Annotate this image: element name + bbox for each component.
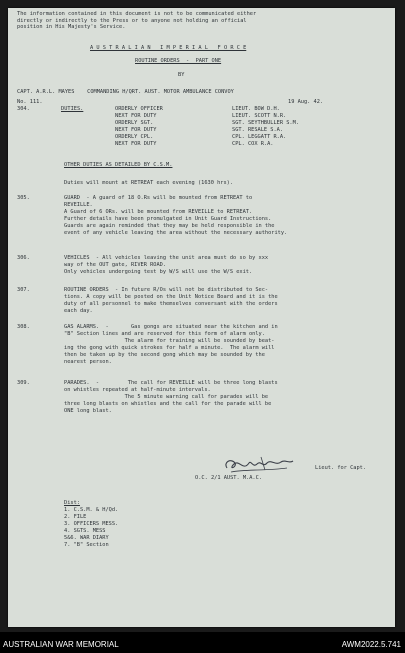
para-line: duty of all personnel to make themselves conversant with the orders xyxy=(64,301,278,307)
para-line: on whistles repeated at half-minute intervals. xyxy=(64,387,211,393)
para-line: GUARD - A guard of 18 O.Rs will be mounted from RETREAT to xyxy=(64,195,253,201)
duty-role: ORDERLY OFFICER xyxy=(115,106,163,112)
archive-footer xyxy=(0,632,405,653)
duty-person: SGT. RESALE S.A. xyxy=(232,127,284,133)
distribution-item: 7. "B" Section xyxy=(64,542,109,548)
signature-title: Lieut. for Capt. xyxy=(315,465,367,471)
para-line: ing the gong with quick strokes for half a minute. The alarm will xyxy=(64,345,275,351)
order-date: 19 Aug. 42. xyxy=(288,99,324,105)
order-number: No. 111. xyxy=(17,99,43,105)
duty-role: NEXT FOR DUTY xyxy=(115,113,157,119)
para-line: Guards are again reminded that they may be held responsible in the xyxy=(64,223,275,229)
other-duties-text: Duties will mount at RETREAT each evening (1630 hrs). xyxy=(64,180,234,186)
para-line: GAS ALARMS. - Gas gongs are situated near the kitchen and in xyxy=(64,324,278,330)
para-line: PARADES. - The call for REVEILLE will be three long blasts xyxy=(64,380,278,386)
duty-role: ORDERLY CPL. xyxy=(115,134,154,140)
para-line: nearest person. xyxy=(64,359,112,365)
notice-line: The information contained in this document is not to be communicated either xyxy=(17,11,257,17)
distribution-item: 1. C.S.M. & H/Qd. xyxy=(64,507,119,513)
para-line: ROUTINE ORDERS - In future R/Os will not be distributed to Sec- xyxy=(64,287,269,293)
signature-unit: O.C. 2/1 AUST. M.A.C. xyxy=(195,475,262,481)
by-label: BY xyxy=(178,72,185,78)
para-number: 307. xyxy=(17,287,30,293)
para-line: each day. xyxy=(64,308,93,314)
para-line: The 5 minute warning call for parades will be xyxy=(64,394,269,400)
distribution-item: 5&6. WAR DIARY xyxy=(64,535,109,541)
para-number: 306. xyxy=(17,255,30,261)
duty-role: NEXT FOR DUTY xyxy=(115,141,157,147)
duty-person: CPL. LEGGATT R.A. xyxy=(232,134,287,140)
duty-person: SGT. SEYTHBULLER S.M. xyxy=(232,120,299,126)
duty-role: NEXT FOR DUTY xyxy=(115,127,157,133)
document-page xyxy=(8,8,395,627)
para-line: then be taken up by the second gong which may be sounded by the xyxy=(64,352,265,358)
distribution-item: 2. FILE xyxy=(64,514,87,520)
para-line: Only vehicles undergoing test by W/S will use the W/S exit. xyxy=(64,269,253,275)
para-line: "B" Section lines and are reserved for this form of alarm only. xyxy=(64,331,265,337)
distribution-heading: Dist: xyxy=(64,500,80,506)
duty-role: ORDERLY SGT. xyxy=(115,120,154,126)
para-line: three long blasts on whistles and the call for the parade will be xyxy=(64,401,272,407)
distribution-item: 4. SGTS. MESS xyxy=(64,528,106,534)
archive-name: AUSTRALIAN WAR MEMORIAL xyxy=(3,640,119,649)
para-number: 304. xyxy=(17,106,30,112)
notice-line: position in His Majesty's Service. xyxy=(17,24,126,30)
distribution-item: 3. OFFICERS MESS. xyxy=(64,521,119,527)
para-line: A Guard of 6 ORs. will be mounted from REVEILLE to RETREAT. xyxy=(64,209,253,215)
duty-person: LIEUT. SCOTT N.R. xyxy=(232,113,287,119)
archive-reference: AWM2022.5.741 xyxy=(341,640,401,649)
para-line: The alarm for training will be sounded by beat- xyxy=(64,338,275,344)
para-line: VEHICLES - All vehicles leaving the unit area must do so by xxx xyxy=(64,255,269,261)
para-line: ONE long blast. xyxy=(64,408,112,414)
duty-person: LIEUT. BOW D.H. xyxy=(232,106,280,112)
force-title: A U S T R A L I A N I M P E R I A L F O R C E xyxy=(90,45,247,51)
para-number: 305. xyxy=(17,195,30,201)
other-duties-heading: OTHER DUTIES AS DETAILED BY C.S.M. xyxy=(64,162,173,168)
commander-line: CAPT. A.R.L. MAYES COMMANDING H/QRT. AUST. MOTOR AMBULANCE CONVOY xyxy=(17,89,234,95)
duty-person: CPL. COX R.A. xyxy=(232,141,274,147)
para-number: 308. xyxy=(17,324,30,330)
para-line: Further details have been promulgated in Unit Guard Instructions. xyxy=(64,216,272,222)
notice-line: directly or indirectly to the Press or to anyone not holding an official xyxy=(17,17,247,24)
para-number: 309. xyxy=(17,380,30,386)
duties-heading: DUTIES. xyxy=(61,106,84,112)
para-line: way of the OUT gate, RIVER ROAD. xyxy=(64,262,167,268)
orders-title: ROUTINE ORDERS - PART ONE xyxy=(135,58,222,64)
para-line: event of any vehicle leaving the area without the necessary authority. xyxy=(64,230,288,236)
para-line: REVEILLE. xyxy=(64,202,93,208)
para-line: tions. A copy will be posted on the Unit Notice Board and it is the xyxy=(64,294,278,300)
